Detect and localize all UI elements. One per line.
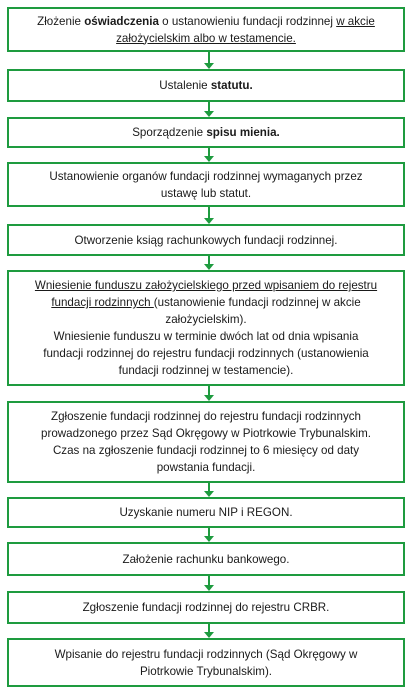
step-2-statute <box>7 69 405 102</box>
step-6-line-5: fundacji rodzinnej do rejestru fundacji rodzinnych (ustanowienia <box>43 347 369 360</box>
step-9-line: Założenie rachunku bankowego. <box>122 552 290 566</box>
step-10-crbr <box>7 591 405 624</box>
step-5-line: Otworzenie ksiąg rachunkowych fundacji rodzinnej. <box>74 233 338 247</box>
arrow-9 <box>204 576 214 591</box>
step-1-underlined-text: w akcie <box>336 14 375 28</box>
step-7-line-3: Czas na zgłoszenie fundacji rodzinnej to 6 miesięcy od daty <box>52 444 360 457</box>
step-6-line-2 <box>51 294 360 311</box>
step-8-line: Uzyskanie numeru NIP i REGON. <box>119 506 293 519</box>
step-2-text: Ustalenie <box>159 79 211 92</box>
step-6-line-4: Wniesienie funduszu w terminie dwóch lat od dnia wpisania <box>53 330 359 343</box>
arrow-4 <box>204 207 214 224</box>
step-3-asset-list <box>7 117 405 148</box>
step-1-text-mid: o ustanowieniu fundacji rodzinnej <box>158 14 337 28</box>
step-9-bank-account <box>7 542 405 576</box>
step-1-text: Złożenie <box>37 14 85 28</box>
step-4-line-2: ustawę lub statut. <box>160 186 252 200</box>
step-5-accounting-books <box>7 224 405 256</box>
step-6-text: (ustanowienie fundacji rodzinnej w akcie <box>153 296 361 309</box>
arrow-1 <box>204 52 214 69</box>
step-7-registration <box>7 401 405 483</box>
step-10-line: Zgłoszenie fundacji rodzinnej do rejestru CRBR. <box>82 601 330 614</box>
step-2-line <box>159 77 252 94</box>
step-11-line-1: Wpisanie do rejestru fundacji rodzinnych (Sąd Okręgowy w <box>54 647 358 661</box>
step-6-line-6: fundacji rodzinnej w testamencie). <box>118 364 294 377</box>
step-3-text: Sporządzenie <box>132 126 207 139</box>
step-1-line-1 <box>37 13 375 30</box>
step-3-bold-text: spisu mienia. <box>206 126 280 139</box>
step-3-line <box>132 124 280 141</box>
step-11-line-2: Piotrkowie Trybunalskim). <box>139 664 273 678</box>
step-1-declaration <box>7 7 405 52</box>
arrow-5 <box>204 256 214 270</box>
step-8-nip-regon <box>7 497 405 528</box>
arrow-10 <box>204 624 214 638</box>
arrow-7 <box>204 483 214 497</box>
step-6-line-1: Wniesienie funduszu założycielskiego przed wpisaniem do rejestru <box>34 279 378 292</box>
step-7-line-1: Zgłoszenie fundacji rodzinnej do rejestru fundacji rodzinnych <box>51 410 361 423</box>
step-7-line-2: prowadzonego przez Sąd Okręgowy w Piotrkowie Trybunalskim. <box>41 427 371 440</box>
arrow-8 <box>204 528 214 542</box>
step-4-governing-bodies <box>7 162 405 207</box>
step-6-founding-fund <box>7 270 405 386</box>
step-6-line-3: założycielskim). <box>165 313 247 326</box>
arrow-3 <box>204 148 214 162</box>
arrow-2 <box>204 102 214 117</box>
step-6-underlined-text: fundacji rodzinnych <box>51 296 154 309</box>
step-11-register-entry <box>7 638 405 687</box>
step-1-bold-text: oświadczenia <box>84 14 159 28</box>
step-4-line-1: Ustanowienie organów fundacji rodzinnej wymaganych przez <box>49 169 363 183</box>
step-1-line-2: założycielskim albo w testamencie. <box>116 31 296 45</box>
step-7-line-4: powstania fundacji. <box>156 461 256 474</box>
step-2-bold-text: statutu. <box>210 79 253 92</box>
arrow-6 <box>204 386 214 401</box>
